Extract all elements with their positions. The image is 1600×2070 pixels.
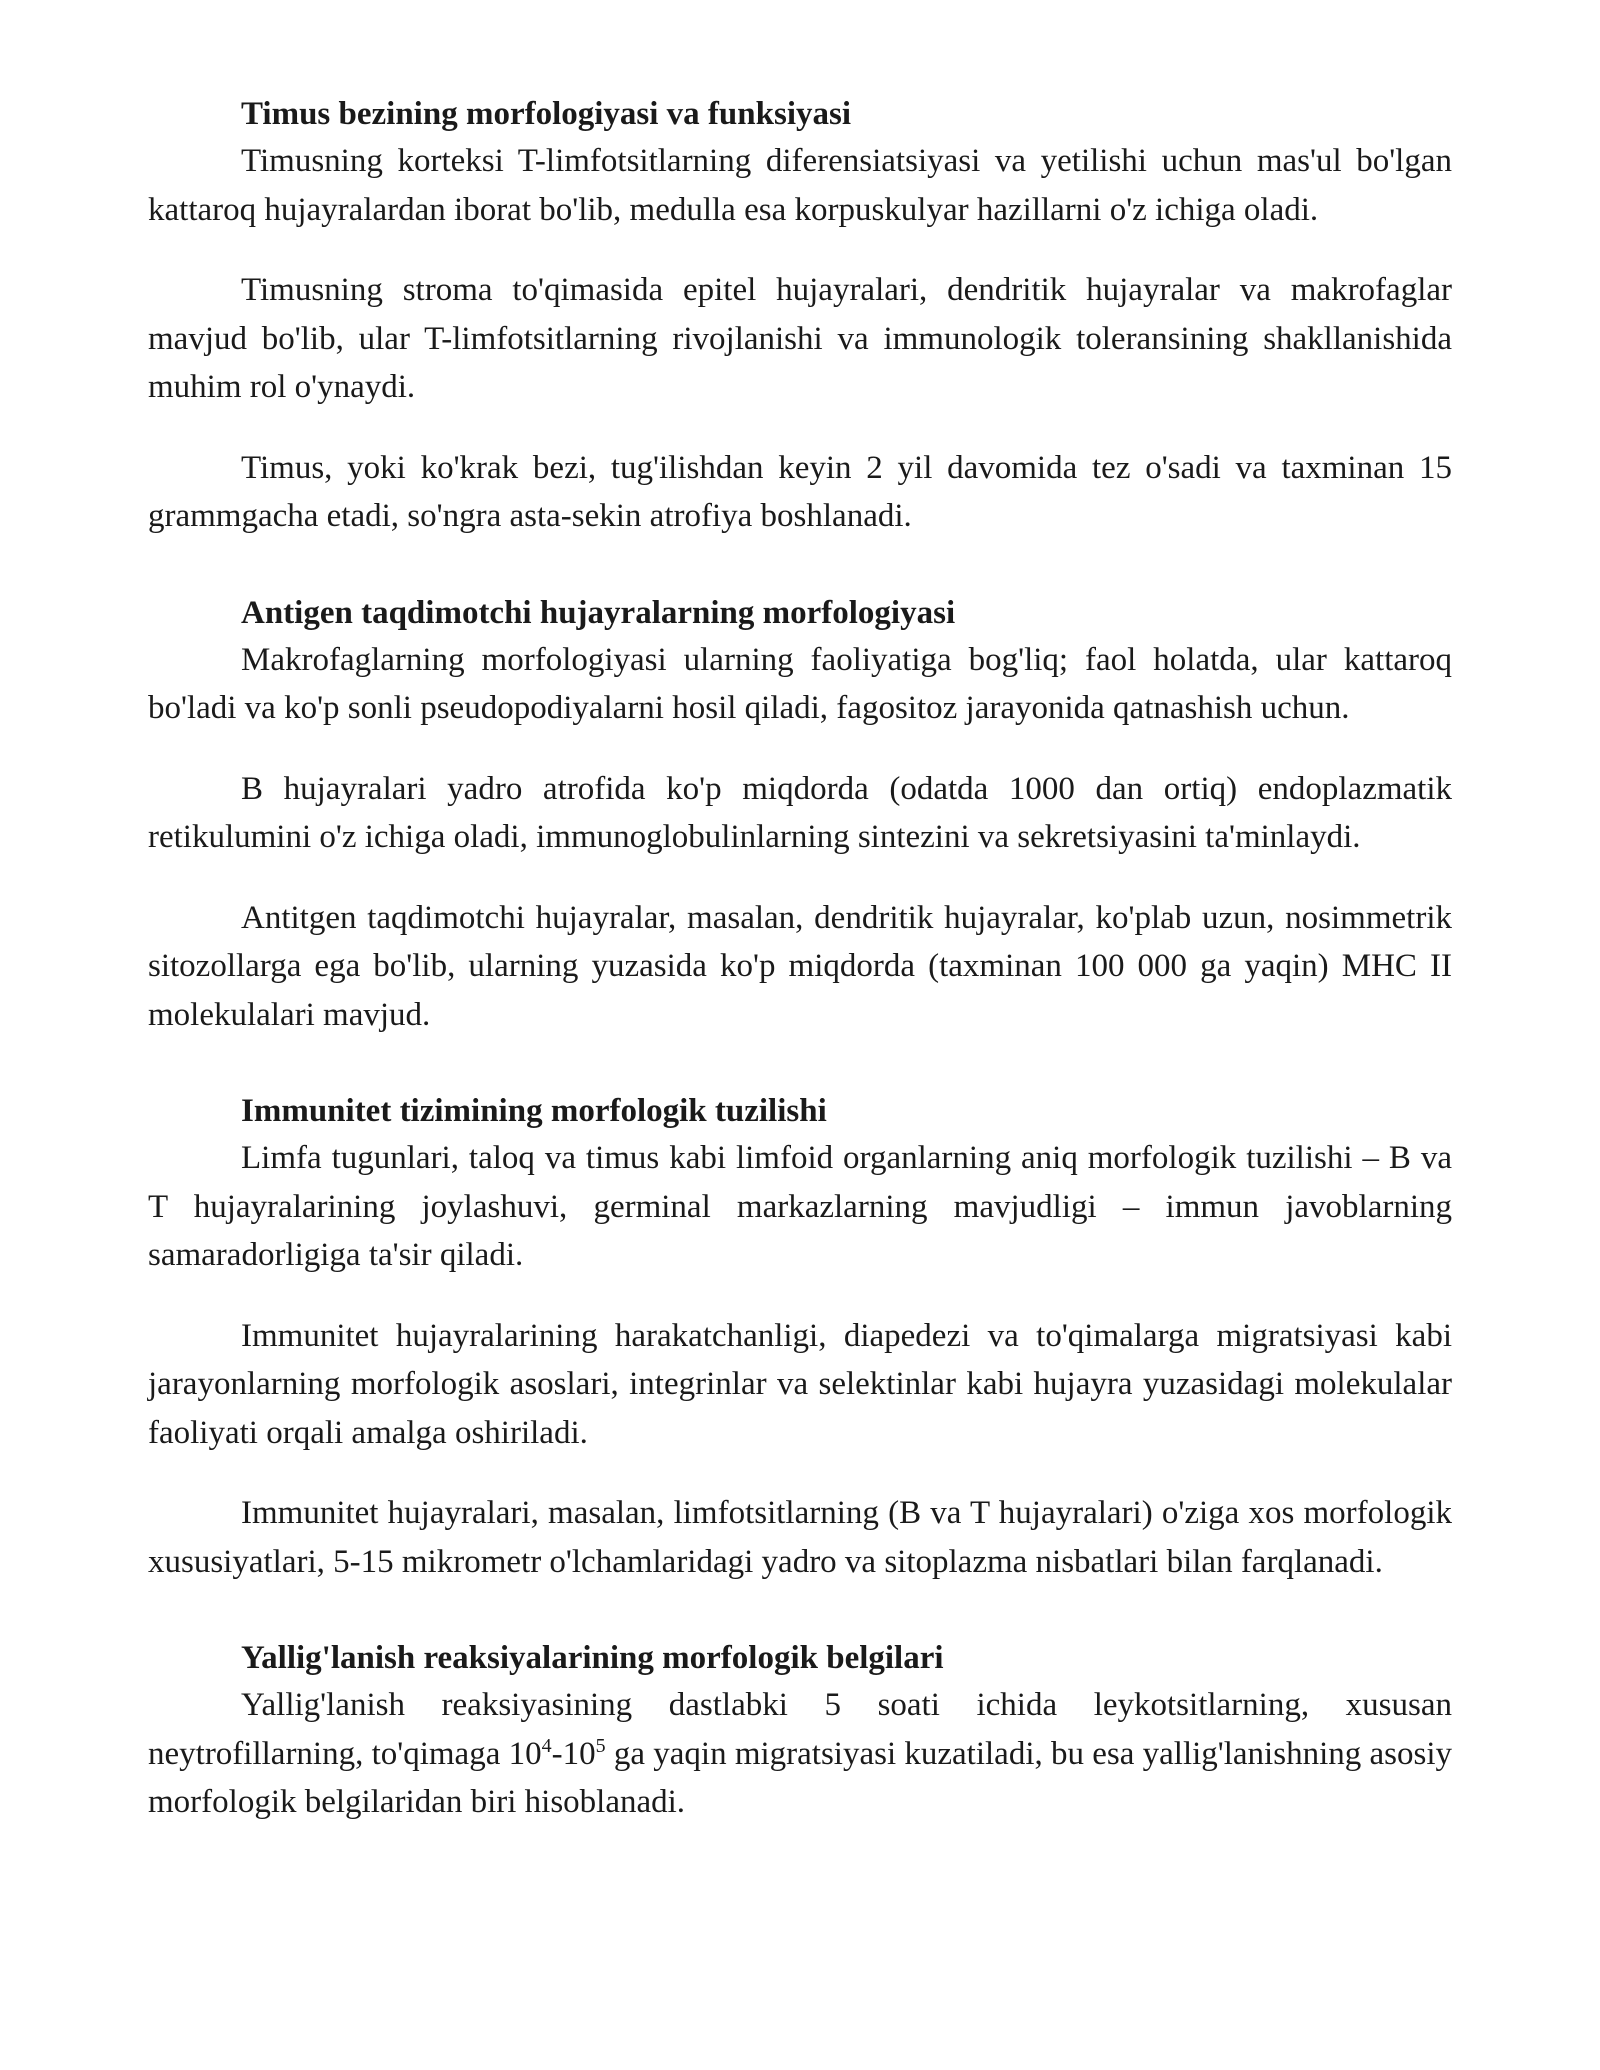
section-thymus — [148, 92, 1452, 541]
paragraph: Antitgen taqdimotchi hujayralar, masalan, dendritik hujayralar, ko'plab uzun, nosimmetrik sitozollarga ega bo'lib, ularning yuzasida ko'p miqdorda (taxminan 100 000 ga yaqin) MHC II molekulalari mavjud. — [148, 899, 1452, 1033]
paragraph: Timus, yoki ko'krak bezi, tug'ilishdan keyin 2 yil davomida tez o'sadi va taxminan 15 grammgacha etadi, so'ngra asta-sekin atrofiya boshlanadi. — [148, 449, 1452, 534]
superscript: 4 — [541, 1734, 552, 1757]
text-run: Yallig'lanish reaksiyasining dastlabki 5 soati ichida leykotsitlarning, xususan neytrofillarning, to'qimaga 10 — [148, 1687, 1452, 1772]
paragraph: Immunitet hujayralari, masalan, limfotsitlarning (B va T hujayralari) o'ziga xos morfologik xususiyatlari, 5-15 mikrometr o'lchamlaridagi yadro va sitoplazma nisbatlari bilan farqlanadi. — [148, 1495, 1452, 1580]
document-page — [148, 92, 1452, 1827]
section-inflammation-signs — [148, 1636, 1452, 1827]
paragraph: B hujayralari yadro atrofida ko'p miqdorda (odatda 1000 dan ortiq) endoplazmatik retikulumini o'z ichiga oladi, immunoglobulinlarning sintezini va sekretsiyasini ta'minlaydi. — [148, 770, 1452, 855]
section-antigen-presenting-cells — [148, 591, 1452, 1040]
paragraph: Makrofaglarning morfologiyasi ularning faoliyatiga bog'liq; faol holatda, ular kattaroq bo'ladi va ko'p sonli pseudopodiyalarni hosil qiladi, fagositoz jarayonida qatnashish uchun. — [148, 641, 1452, 726]
section-heading: Immunitet tizimining morfologik tuzilishi — [241, 1093, 827, 1129]
paragraph — [148, 1681, 1452, 1827]
section-heading: Timus bezining morfologiyasi va funksiyasi — [241, 96, 852, 132]
section-heading: Yallig'lanish reaksiyalarining morfologik belgilari — [241, 1640, 944, 1676]
paragraph: Limfa tugunlari, taloq va timus kabi limfoid organlarning aniq morfologik tuzilishi – B va T hujayralarining joylashuvi, germinal markazlarning mavjudligi – immun javoblarning samaradorligiga ta'sir qiladi. — [148, 1140, 1452, 1273]
text-run: ga yaqin migratsiyasi kuzatiladi, bu esa yallig'lanishning asosiy morfologik belgilaridan biri hisoblanadi. — [148, 1735, 1452, 1820]
section-heading: Antigen taqdimotchi hujayralarning morfologiyasi — [241, 594, 956, 631]
paragraph: Immunitet hujayralarining harakatchanligi, diapedezi va to'qimalarga migratsiyasi kabi jarayonlarning morfologik asoslari, integrinlar va selektinlar kabi hujayra yuzasidagi molekulalar faoliyati orqali amalga oshiriladi. — [148, 1317, 1452, 1451]
section-immune-structure — [148, 1089, 1452, 1586]
paragraph: Timusning korteksi T-limfotsitlarning diferensiatsiyasi va yetilishi uchun mas'ul bo'lgan kattaroq hujayralardan iborat bo'lib, medulla esa korpuskulyar hazillarni o'z ichiga oladi. — [148, 143, 1452, 228]
text-run: -10 — [551, 1735, 596, 1772]
superscript: 5 — [595, 1734, 606, 1757]
paragraph: Timusning stroma to'qimasida epitel hujayralari, dendritik hujayralar va makrofaglar mavjud bo'lib, ular T-limfotsitlarning rivojlanishi va immunologik toleransining shakllanishida muhim rol o'ynaydi. — [148, 272, 1452, 405]
